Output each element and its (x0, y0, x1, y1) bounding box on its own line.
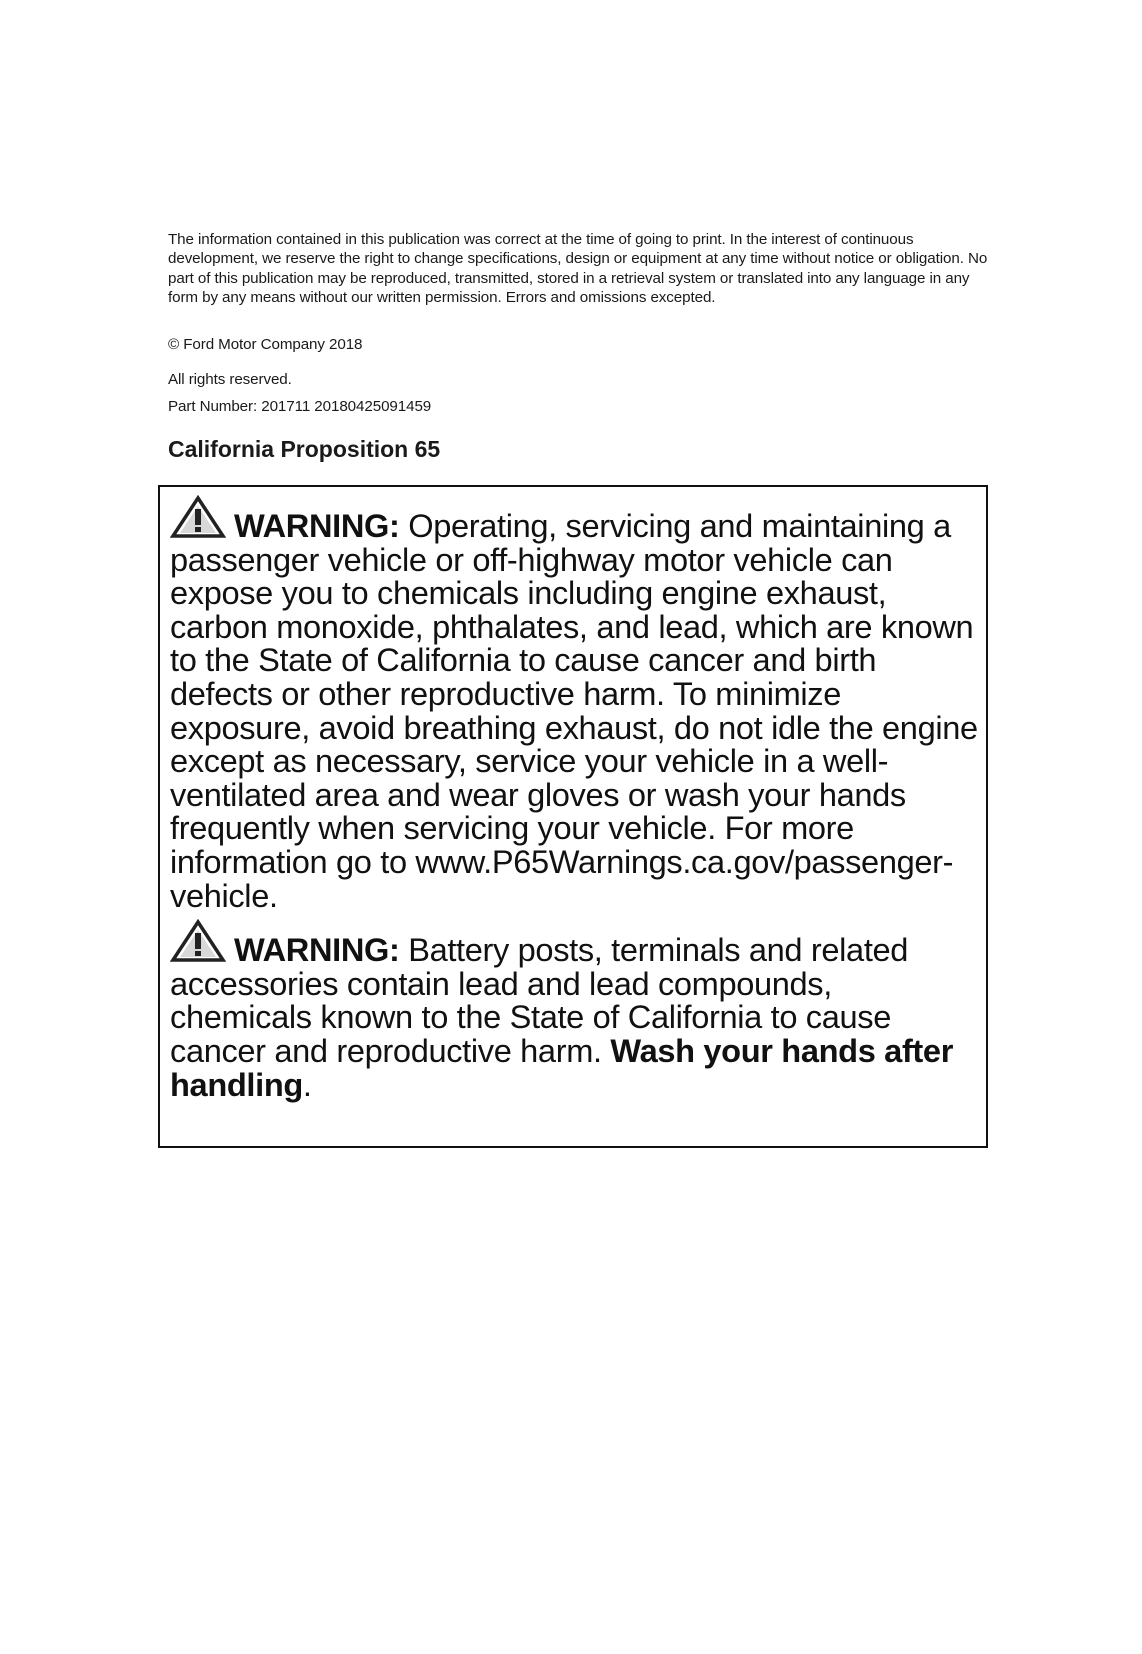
warning-text: Battery posts, terminals and related accessories contain lead and lead compounds, chemicals known to the State of California to cause cancer and reproductive harm. (170, 931, 909, 1069)
part-number: Part Number: 201711 20180425091459 (168, 398, 432, 415)
warning-end: . (302, 1065, 312, 1103)
warning-label: WARNING: (234, 507, 400, 544)
warning-triangle-icon (170, 919, 226, 963)
warning-text: Operating, servicing and maintaining a passenger vehicle or off-highway motor vehicle can expose you to chemicals including engine exhaust, carbon monoxide, phthalates, and lead, which are known to the State of California to cause cancer and birth defects or other reproductive harm. To minimize exposure, avoid breathing exhaust, do not idle the engine except as necessary, service your vehicle in a well-ventilated area and wear gloves or wash your hands frequently when servicing your vehicle. For more information go to www.P65Warnings.ca.gov/passenger-vehicle. (170, 507, 978, 914)
warning-triangle-icon (170, 495, 226, 539)
warning-emphasis: Wash your hands after handling (170, 1031, 954, 1103)
warning-battery (170, 919, 978, 1101)
publication-disclaimer: The information contained in this publication was correct at the time of going to print. In the interest of continuous development, we reserve the right to change specifications, design or equipment at any time without notice or obligation. No part of this publication may be reproduced, transmitted, stored in a retrieval system or translated into any language in any form by any means without our written permission. Errors and omissions excepted. (168, 231, 988, 307)
warning-label: WARNING: (234, 931, 400, 969)
section-heading: California Proposition 65 (168, 436, 441, 462)
copyright-notice: © Ford Motor Company 2018 (168, 336, 363, 353)
rights-notice: All rights reserved. (168, 371, 292, 388)
warning-exhaust (170, 495, 978, 912)
warning-box (158, 485, 988, 1148)
